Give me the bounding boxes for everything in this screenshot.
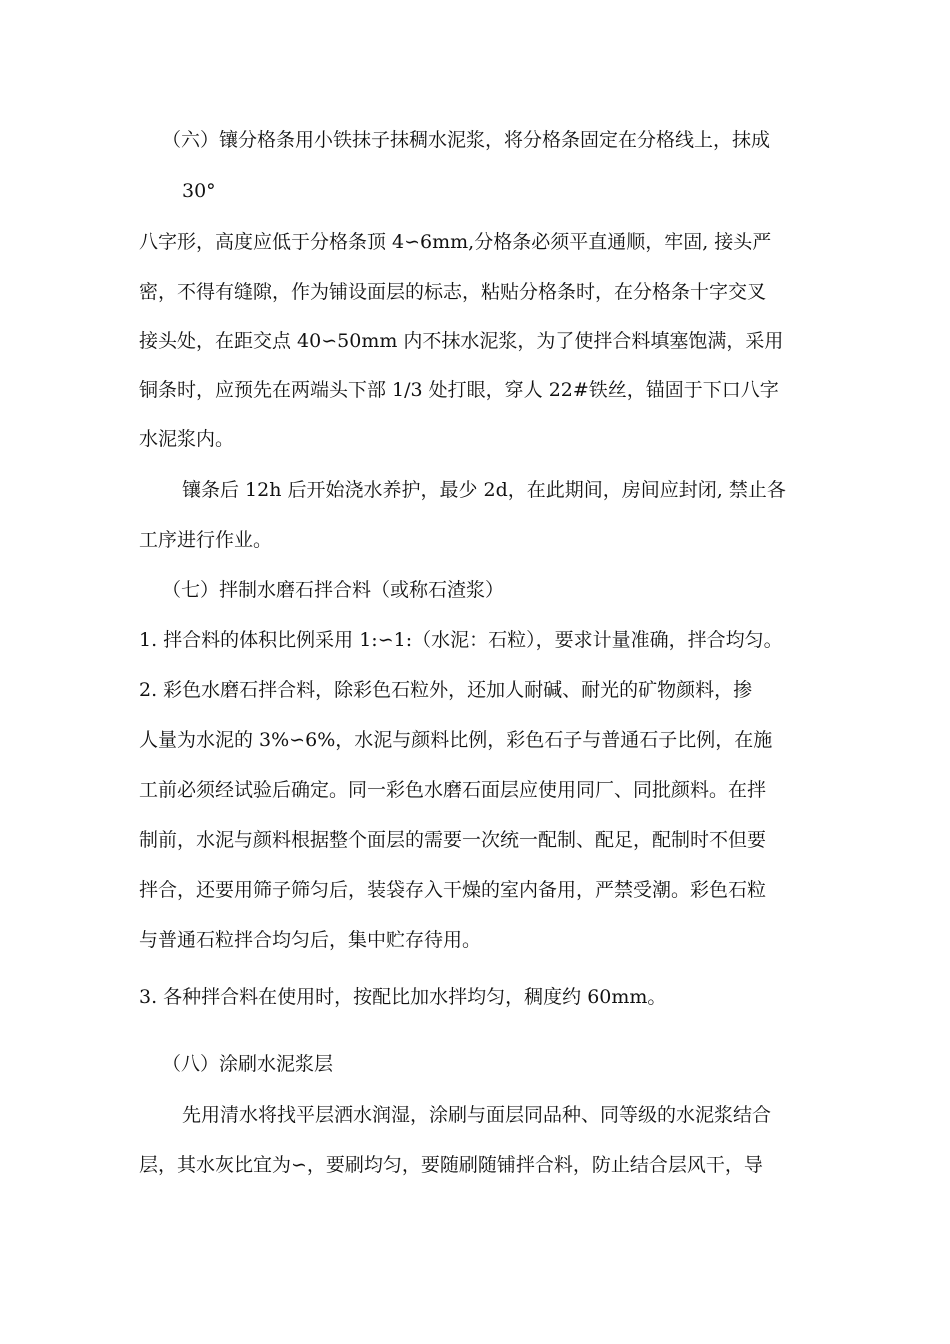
text-line: 先用清水将找平层洒水润湿，涂刷与面层同品种、同等级的水泥浆结合 (182, 1104, 772, 1126)
text-line: （六）镶分格条用小铁抹子抹稠水泥浆，将分格条固定在分格线上，抹成 (162, 129, 771, 151)
text-line: 工前必须经试验后确定。同一彩色水磨石面层应使用同厂、同批颜料。在拌 (139, 779, 767, 801)
list-item: 2. 彩色水磨石拌合料，除彩色石粒外，还加人耐碱、耐光的矿物颜料，掺 (139, 679, 753, 701)
list-item: 3. 各种拌合料在使用时，按配比加水拌均匀，稠度约 60mm。 (139, 986, 667, 1008)
list-item: 1. 拌合料的体积比例采用 1:∽1:（水泥：石粒），要求计量准确，拌合均匀。 (139, 629, 783, 651)
text-line: 镶条后 12h 后开始浇水养护，最少 2d，在此期间，房间应封闭, 禁止各 (182, 479, 786, 501)
text-line: 层，其水灰比宜为∽，要刷均匀，要随刷随铺拌合料，防止结合层风干，导 (139, 1154, 763, 1176)
text-line: 接头处，在距交点 40∽50mm 内不抹水泥浆，为了使拌合料填塞饱满，采用 (139, 330, 784, 352)
text-line: 人量为水泥的 3%∽6%，水泥与颜料比例，彩色石子与普通石子比例，在施 (139, 729, 773, 751)
text-line: 制前，水泥与颜料根据整个面层的需要一次统一配制、配足，配制时不但要 (139, 829, 767, 851)
text-line: 与普通石粒拌合均匀后，集中贮存待用。 (139, 929, 482, 951)
text-line: 密，不得有缝隙，作为铺设面层的标志，粘贴分格条时，在分格条十字交叉 (139, 281, 767, 303)
text-line: 八字形，高度应低于分格条顶 4∽6mm,分格条必须平直通顺，牢固, 接头严 (139, 231, 772, 253)
section-heading: （八）涂刷水泥浆层 (162, 1053, 334, 1075)
text-line: 水泥浆内。 (139, 428, 235, 450)
text-line: 工序进行作业。 (139, 529, 273, 551)
text-line: 拌合，还要用筛子筛匀后，装袋存入干燥的室内备用，严禁受潮。彩色石粒 (139, 879, 767, 901)
text-line: 30° (182, 180, 216, 202)
text-line: 铜条时，应预先在两端头下部 1/3 处打眼，穿人 22#铁丝，锚固于下口八字 (139, 379, 779, 401)
section-heading: （七）拌制水磨石拌合料（或称石渣浆） (162, 579, 505, 601)
